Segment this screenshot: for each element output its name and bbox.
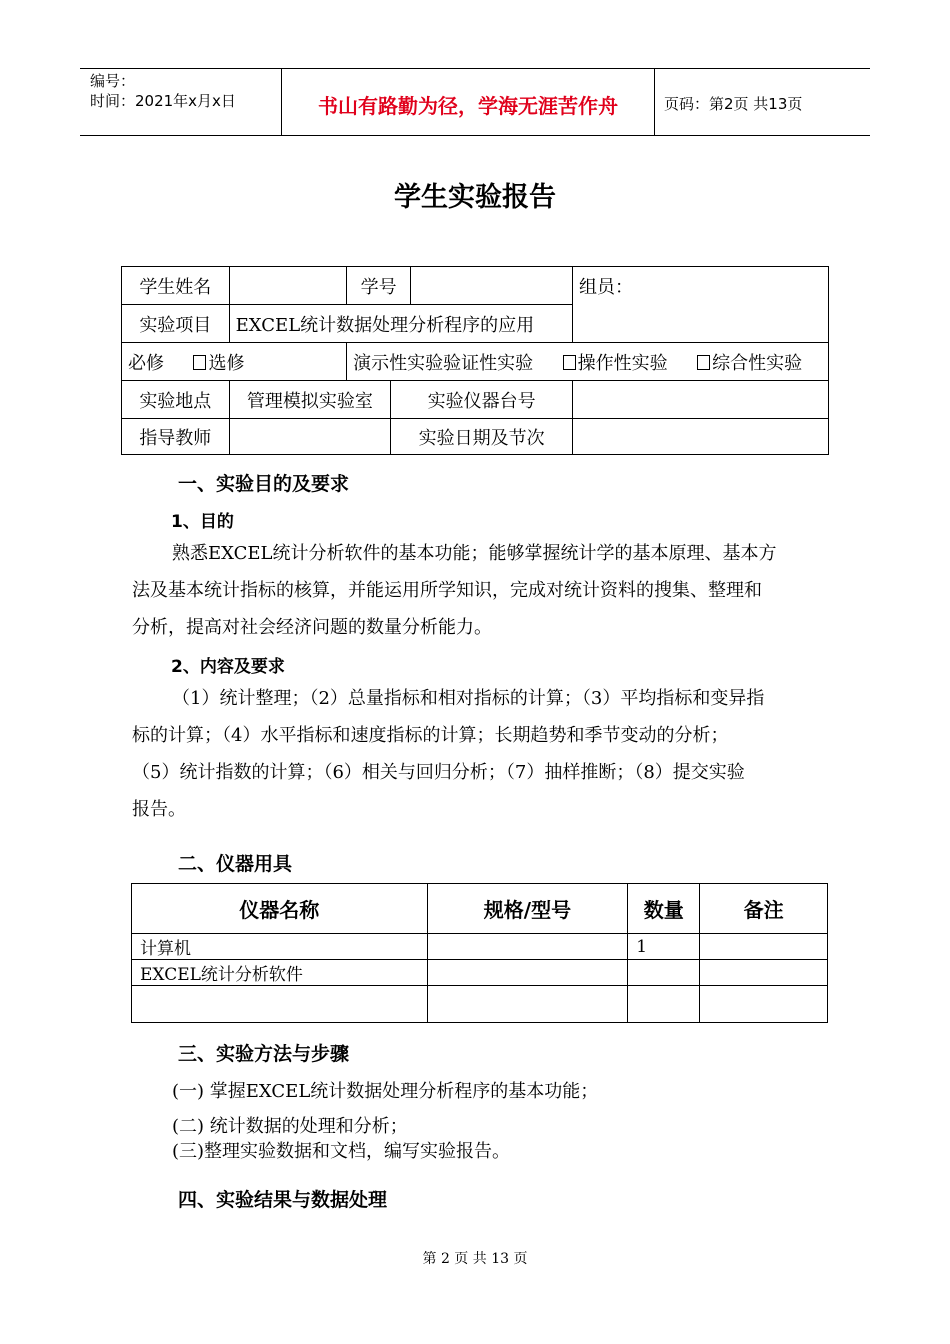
equipment-notes [700, 960, 828, 986]
equipment-name [132, 986, 428, 1023]
student-name-value[interactable] [229, 267, 347, 305]
content-subtitle: 2、内容及要求 [171, 657, 285, 677]
members-label: 组员： [579, 277, 634, 298]
header-top-rule [80, 68, 870, 69]
section-3-title: 三、实验方法与步骤 [178, 1043, 350, 1065]
step-item: (一) 掌握EXCEL统计数据处理分析程序的基本功能； [172, 1081, 599, 1102]
teacher-value[interactable] [229, 419, 391, 455]
equipment-spec [427, 986, 628, 1023]
purpose-paragraph [132, 535, 832, 646]
elective-label: 选修 [208, 352, 245, 374]
purpose-line: 分析，提高对社会经济问题的数量分析能力。 [132, 617, 492, 638]
instrument-no-label: 实验仪器台号 [391, 381, 573, 419]
content-line: （1）统计整理；（2）总量指标和相对指标的计算；（3）平均指标和变异指 [172, 688, 765, 709]
document-number-label: 编号： [90, 72, 136, 90]
comprehensive-checkbox[interactable] [697, 355, 710, 370]
equipment-spec [427, 960, 628, 986]
type-options-label: 演示性实验验证性实验 [353, 352, 534, 374]
section-1-title: 一、实验目的及要求 [178, 473, 350, 495]
table-row [132, 986, 828, 1023]
date-value[interactable] [573, 419, 829, 455]
instrument-no-value[interactable] [573, 381, 829, 419]
project-label: 实验项目 [122, 305, 230, 343]
location-label: 实验地点 [122, 381, 230, 419]
student-info-table [121, 266, 829, 455]
date-label: 实验日期及节次 [391, 419, 573, 455]
equipment-header-qty: 数量 [628, 884, 700, 934]
equipment-qty [628, 986, 700, 1023]
equipment-name: EXCEL统计分析软件 [132, 960, 428, 986]
student-id-label: 学号 [347, 267, 411, 305]
table-row [132, 934, 828, 960]
section-2-title: 二、仪器用具 [178, 853, 293, 875]
content-line: 标的计算；（4）水平指标和速度指标的计算；长期趋势和季节变动的分析； [132, 725, 729, 746]
page-title: 学生实验报告 [394, 182, 556, 213]
required-label: 必修 [128, 352, 164, 374]
page-footer: 第 2 页 共 13 页 [422, 1251, 528, 1267]
operational-label: 操作性实验 [577, 352, 668, 374]
equipment-spec [427, 934, 628, 960]
course-type-cell [122, 343, 347, 381]
equipment-notes [700, 934, 828, 960]
location-value: 管理模拟实验室 [229, 381, 391, 419]
student-id-value[interactable] [411, 267, 573, 305]
purpose-line: 法及基本统计指标的核算，并能运用所学知识，完成对统计资料的搜集、整理和 [132, 580, 762, 601]
content-paragraph [132, 680, 832, 828]
equipment-name: 计算机 [132, 934, 428, 960]
equipment-qty [628, 960, 700, 986]
student-name-label: 学生姓名 [122, 267, 230, 305]
equipment-header-notes: 备注 [700, 884, 828, 934]
comprehensive-label: 综合性实验 [712, 352, 803, 374]
header-motto: 书山有路勤为径，学海无涯苦作舟 [318, 94, 618, 118]
document-time-label: 时间：2021年x月x日 [90, 92, 236, 110]
table-row [132, 960, 828, 986]
teacher-label: 指导教师 [122, 419, 230, 455]
step-item: (三)整理实验数据和文档，编写实验报告。 [172, 1141, 511, 1162]
content-line: （5）统计指数的计算；（6）相关与回归分析；（7）抽样推断；（8）提交实验 [132, 762, 745, 783]
equipment-table [131, 883, 828, 1023]
header-bottom-rule [80, 135, 870, 136]
purpose-line: 熟悉EXCEL统计分析软件的基本功能；能够掌握统计学的基本原理、基本方 [172, 543, 777, 564]
elective-checkbox[interactable] [193, 355, 206, 370]
members-cell[interactable] [573, 267, 829, 343]
equipment-qty: 1 [628, 934, 700, 960]
equipment-header-spec: 规格/型号 [427, 884, 628, 934]
content-line: 报告。 [132, 799, 186, 820]
purpose-subtitle: 1、目的 [171, 512, 234, 532]
page-info: 页码：第2页 共13页 [664, 95, 803, 113]
step-item: (二) 统计数据的处理和分析； [172, 1116, 408, 1137]
equipment-header-name: 仪器名称 [132, 884, 428, 934]
header-divider [654, 68, 655, 136]
section-4-title: 四、实验结果与数据处理 [178, 1189, 388, 1211]
operational-checkbox[interactable] [563, 355, 576, 370]
experiment-type-cell [347, 343, 829, 381]
equipment-notes [700, 986, 828, 1023]
project-value: EXCEL统计数据处理分析程序的应用 [229, 305, 572, 343]
